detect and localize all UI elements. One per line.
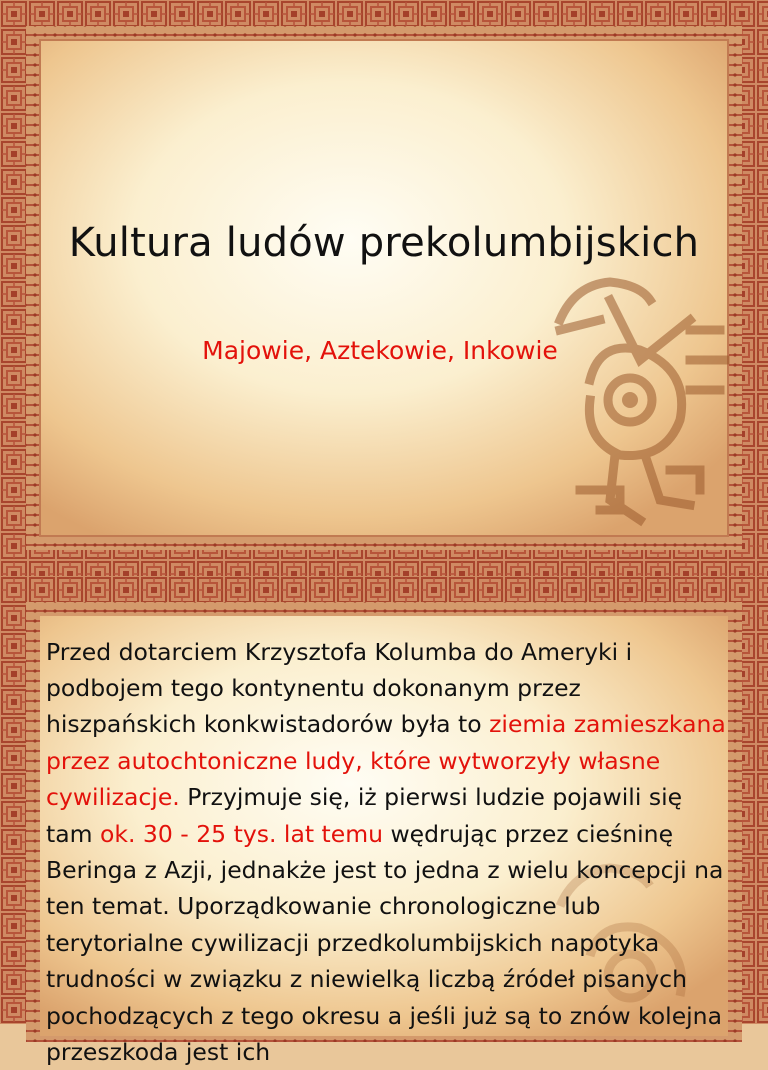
slide-subtitle: Majowie, Aztekowie, Inkowie [0, 336, 760, 365]
highlighted-phrase: ok. 30 - 25 tys. lat temu [100, 820, 383, 848]
paragraph-segment: Przyjmuje się, iż pierwsi ludzie pojawili się tam [46, 783, 682, 847]
paragraph-segment: wędrując przez cieśninę Beringa z Azji, jednakże jest to jedna z wielu koncepcji na ten temat. Uporządkowanie chronologiczne lub terytorialne cywilizacji przedkolumbijskich napotyka trudności w związku z niewielką liczbą źródeł pisanych pochodzących z tego okresu a jeśli już są to znów kolejna przeszkoda jest ich [46, 820, 723, 1066]
slide-title: Kultura ludów prekolumbijskich [0, 220, 768, 266]
paragraph-segment: Przed dotarciem Krzysztofa Kolumba do Ameryki i podbojem tego kontynentu dokonanym przez hiszpańskich konkwistadorów była to [46, 638, 632, 739]
body-paragraph [46, 634, 736, 1070]
highlighted-phrase: ziemia zamieszkana przez autochtoniczne ludy, które wytworzyły własne cywilizacje. [46, 710, 726, 811]
content-slide [0, 576, 768, 1024]
